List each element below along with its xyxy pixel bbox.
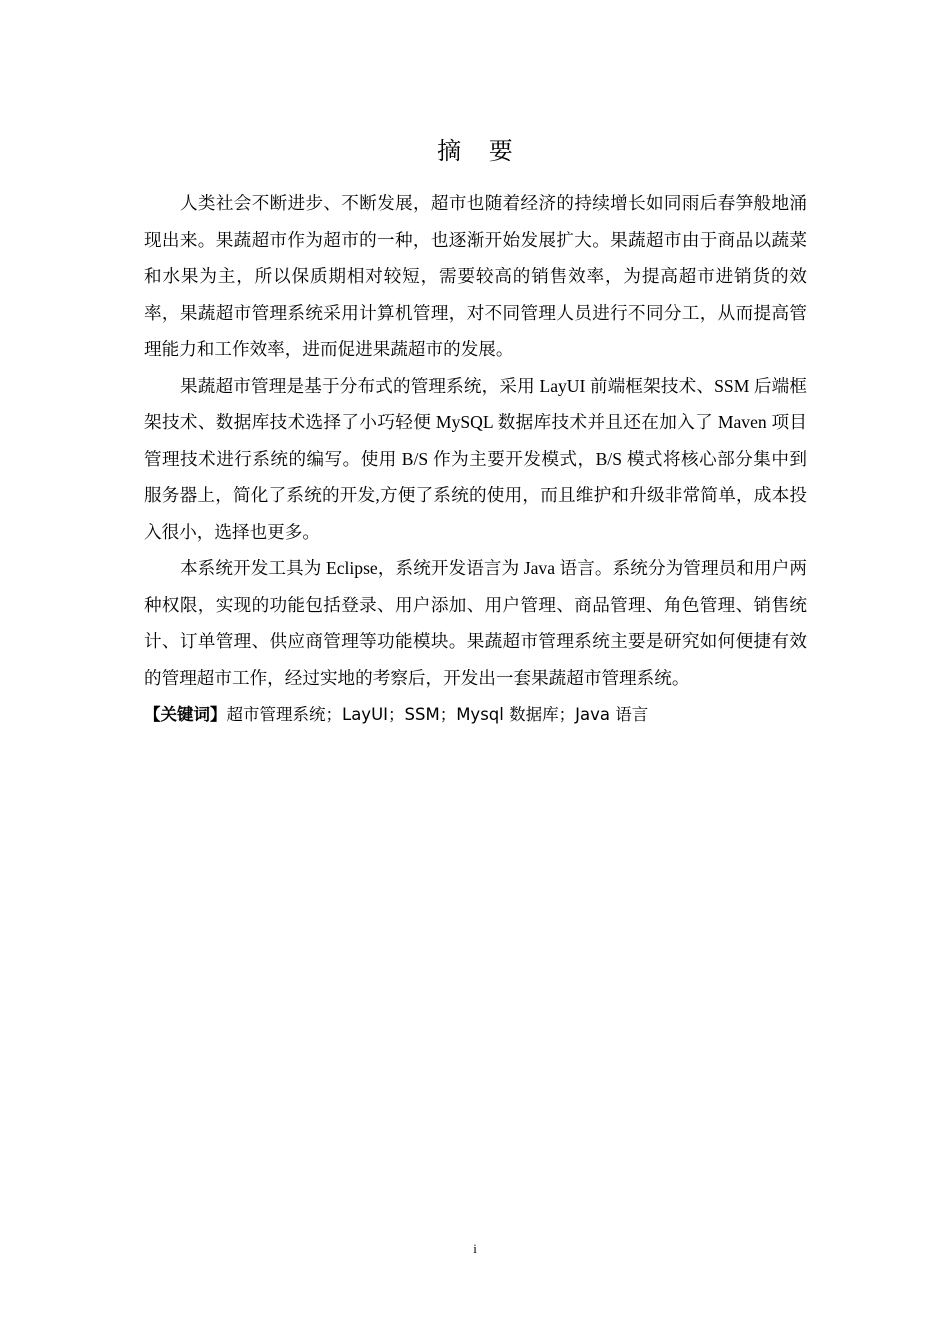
keywords-label: 【关键词】 <box>144 705 227 724</box>
abstract-paragraph-3: 本系统开发工具为 Eclipse，系统开发语言为 Java 语言。系统分为管理员和用户两种权限，实现的功能包括登录、用户添加、用户管理、商品管理、角色管理、销售统计、订单管理、供应商管理等功能模块。果蔬超市管理系统主要是研究如何便捷有效的管理超市工作，经过实地的考察后，开发出一套果蔬超市管理系统。 <box>144 558 807 688</box>
keywords-value: 超市管理系统；LayUI；SSM；Mysql 数据库；Java 语言 <box>226 705 649 724</box>
keywords-line <box>144 696 807 734</box>
page-number: i <box>473 1241 477 1256</box>
abstract-paragraph-1: 人类社会不断进步、不断发展，超市也随着经济的持续增长如同雨后春笋般地涌现出来。果蔬超市作为超市的一种，也逐渐开始发展扩大。果蔬超市由于商品以蔬菜和水果为主，所以保质期相对较短，需要较高的销售效率，为提高超市进销货的效率，果蔬超市管理系统采用计算机管理，对不同管理人员进行不同分工，从而提高管理能力和工作效率，进而促进果蔬超市的发展。 <box>144 193 807 359</box>
abstract-title: 摘 要 <box>437 137 523 165</box>
abstract-paragraph-2: 果蔬超市管理是基于分布式的管理系统，采用 LayUI 前端框架技术、SSM 后端框架技术、数据库技术选择了小巧轻便 MySQL 数据库技术并且还在加入了 Maven 项目管理技术进行系统的编写。使用 B/S 作为主要开发模式，B/S 模式将核心部分集中到服务器上，简化了系统的开发,方便了系统的使用，而且维护和升级非常简单，成本投入很小，选择也更多。 <box>144 375 807 542</box>
abstract-body <box>144 185 807 734</box>
